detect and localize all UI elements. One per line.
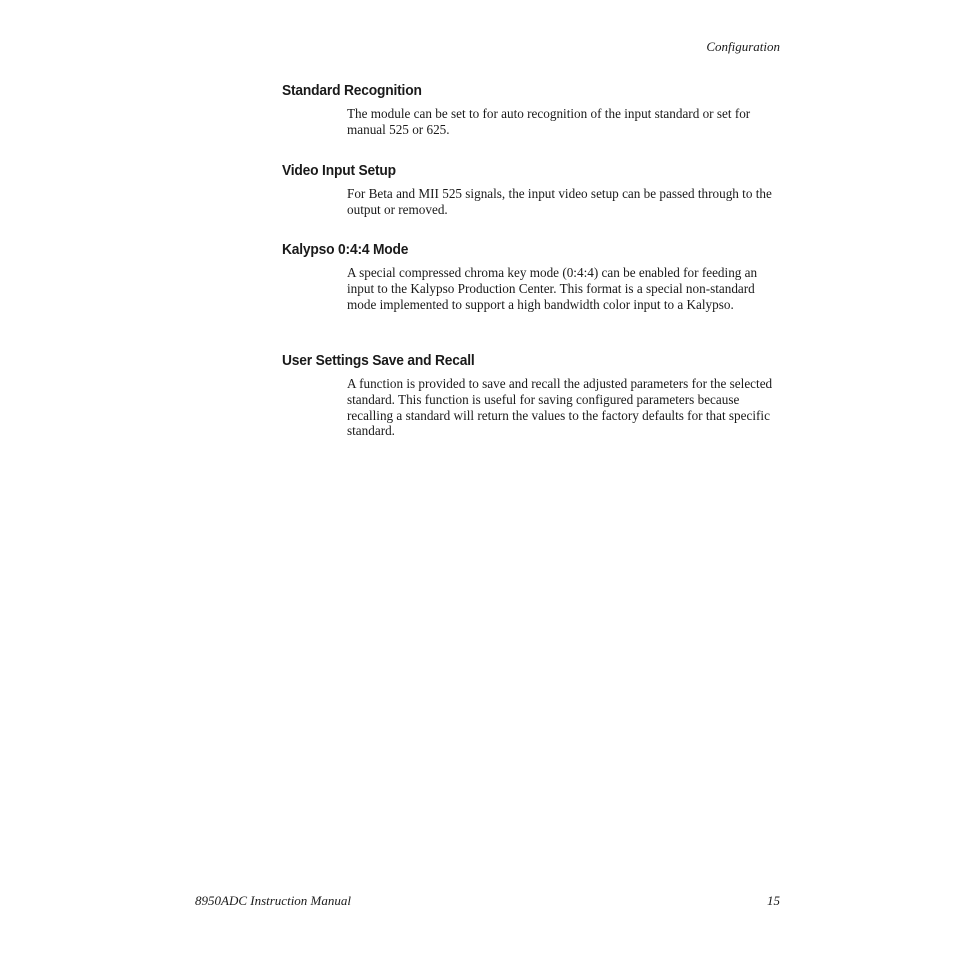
section-body: A special compressed chroma key mode (0:4:4) can be enabled for feeding an input to the Kalypso Production Center. This format is a special non-standard mode implemented to support a high bandwidth color input to a Kalypso. <box>347 265 758 312</box>
section-body: A function is provided to save and recall the adjusted parameters for the selected standard. This function is useful for saving configured parameters because recalling a standard will return the values to the factory defaults for that specific standard. <box>347 376 773 439</box>
section-body: For Beta and MII 525 signals, the input video setup can be passed through to the output or removed. <box>347 186 772 217</box>
section-heading: Video Input Setup <box>282 162 396 179</box>
footer-page-number: 15 <box>767 893 780 908</box>
section-body: The module can be set to for auto recognition of the input standard or set for manual 525 or 625. <box>347 106 751 137</box>
running-head: Configuration <box>706 39 780 54</box>
section-video-input-setup <box>282 162 782 218</box>
section-standard-recognition <box>282 82 782 138</box>
section-heading: Kalypso 0:4:4 Mode <box>282 241 409 258</box>
footer-manual-title: 8950ADC Instruction Manual <box>195 893 351 908</box>
section-heading: User Settings Save and Recall <box>282 352 475 369</box>
section-user-settings <box>282 352 782 439</box>
section-heading: Standard Recognition <box>282 82 422 99</box>
section-kalypso-mode <box>282 241 782 312</box>
